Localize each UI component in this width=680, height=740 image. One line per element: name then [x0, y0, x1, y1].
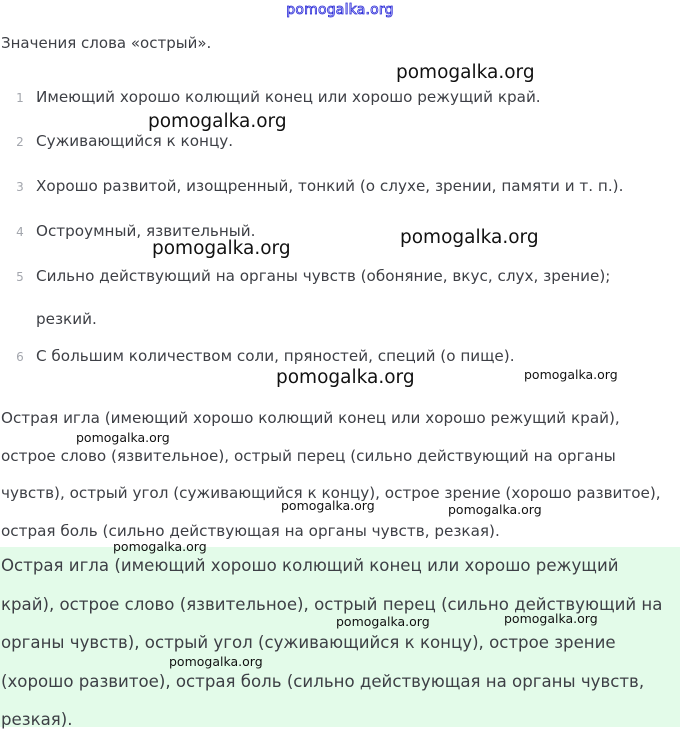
list-item-number: 3 — [16, 180, 24, 194]
page-heading: Значения слова «острый». — [1, 34, 212, 52]
watermark: pomogalka.org — [113, 539, 207, 554]
list-item-text: Сильно действующий на органы чувств (обоняние, вкус, слух, зрение); резкий. — [36, 267, 611, 328]
answer-text: Острая игла (имеющий хорошо колющий конец или хорошо режущий край), острое слово (язвительное), острый перец (сильно действующий на органы чувств), острый угол (суживающийся к концу), острое зрение (хорошо развитое), острая боль (сильно действующая на органы чувств, резкая). — [1, 556, 663, 729]
watermark: pomogalka.org — [169, 654, 263, 669]
list-item-number: 6 — [16, 350, 24, 364]
watermark: pomogalka.org — [152, 238, 291, 259]
list-item-number: 2 — [16, 135, 24, 149]
watermark: pomogalka.org — [524, 367, 618, 382]
list-item-number: 1 — [16, 91, 24, 105]
watermark: pomogalka.org — [281, 498, 375, 513]
list-item-text: Остроумный, язвительный. — [36, 222, 256, 240]
watermark: pomogalka.org — [148, 111, 287, 132]
list-item-text: Суживающийся к концу. — [36, 132, 234, 150]
list-item-number: 4 — [16, 225, 24, 239]
list-item-text: С большим количеством соли, пряностей, специй (о пище). — [36, 347, 515, 365]
watermark: pomogalka.org — [400, 227, 539, 248]
watermark: pomogalka.org — [276, 367, 415, 388]
watermark: pomogalka.org — [336, 614, 430, 629]
site-title: pomogalka.org — [286, 2, 394, 18]
watermark: pomogalka.org — [396, 62, 535, 83]
watermark: pomogalka.org — [448, 502, 542, 517]
list-item-text: Хорошо развитой, изощренный, тонкий (о слухе, зрении, памяти и т. п.). — [36, 177, 624, 195]
watermark: pomogalka.org — [504, 611, 598, 626]
examples-paragraph: Острая игла (имеющий хорошо колющий конец или хорошо режущий край), острое слово (язвительное), острый перец (сильно действующий на органы чувств), острый угол (суживающийся к концу), острое зрение (хорошо развитое), острая боль (сильно действующая на органы чувств, резкая). — [1, 409, 661, 540]
watermark: pomogalka.org — [76, 430, 170, 445]
list-item-number: 5 — [16, 270, 24, 284]
answer-block — [0, 547, 680, 727]
list-item-text: Имеющий хорошо колющий конец или хорошо режущий край. — [36, 88, 541, 106]
